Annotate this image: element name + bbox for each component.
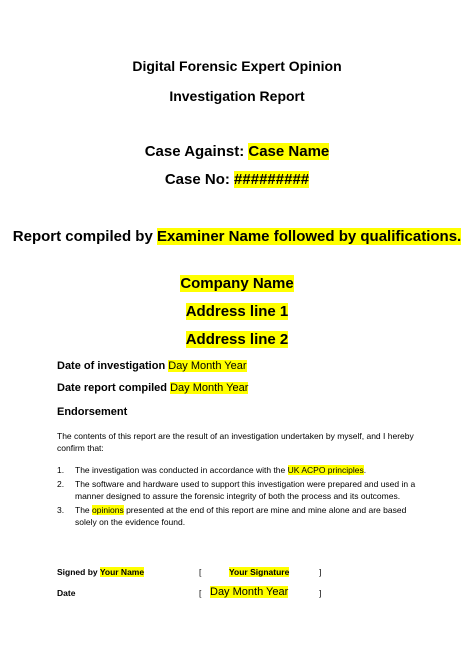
case-number: #########: [234, 171, 310, 188]
case-number-label: Case No:: [164, 171, 230, 188]
case-name: Case Name: [248, 143, 330, 160]
address-line-1: [0, 303, 474, 320]
company-name: Company Name: [180, 275, 294, 292]
report-subtitle: Investigation Report: [169, 88, 305, 104]
list-text-end: presented at the end of this report are mine and mine alone and are based solely on the evidence found.: [75, 505, 407, 527]
signature-field: Your Signature: [229, 567, 290, 577]
company-name-line: [0, 275, 474, 292]
compiled-date-line: [57, 382, 248, 394]
list-number: 1.: [57, 465, 65, 475]
list-text: The software and hardware used to support this investigation were prepared and used in a manner designed to assure the forensic integrity of both the process and its outcomes.: [75, 479, 416, 501]
case-number-line: [0, 171, 474, 188]
list-number: 2.: [57, 479, 65, 489]
signature-bracket-open: [: [199, 567, 202, 577]
date-label: Date: [57, 588, 76, 598]
endorsement-intro: The contents of this report are the result of an investigation undertaken by myself, and I hereby confirm that:: [57, 431, 414, 453]
list-text-end: .: [363, 465, 367, 475]
acpo-highlight: UK ACPO principles: [287, 465, 364, 475]
endorsement-heading: Endorsement: [57, 406, 128, 418]
list-text: The investigation was conducted in accordance with the: [75, 465, 286, 475]
list-item: [57, 504, 419, 528]
investigation-date-label: Date of investigation: [57, 360, 166, 372]
compiled-date-value: Day Month Year: [170, 382, 249, 394]
examiner-name: Examiner Name followed by qualifications.: [156, 228, 462, 245]
signer-name: Your Name: [99, 567, 145, 577]
address-1: Address line 1: [185, 303, 289, 320]
report-title: Digital Forensic Expert Opinion: [132, 58, 342, 74]
date-bracket-close: ]: [319, 588, 322, 598]
opinions-highlight: opinions: [92, 505, 124, 515]
compiled-by-block: [0, 227, 474, 246]
signed-by-text: Signed by: [57, 567, 98, 577]
case-against-label: Case Against:: [144, 143, 245, 160]
list-item: [57, 464, 419, 476]
list-text: The: [75, 505, 90, 515]
signed-by-label: [57, 567, 144, 577]
case-against-line: [0, 143, 474, 160]
signature-bracket-close: ]: [319, 567, 322, 577]
address-2: Address line 2: [185, 331, 289, 348]
address-line-2: [0, 331, 474, 348]
date-bracket-open: [: [199, 588, 202, 598]
compiled-by-label: Report compiled by: [12, 228, 153, 245]
endorsement-list: [57, 464, 419, 530]
list-number: 3.: [57, 505, 65, 515]
compiled-date-label: Date report compiled: [57, 382, 168, 394]
investigation-date-line: [57, 360, 247, 372]
date-field: Day Month Year: [210, 586, 289, 598]
list-item: [57, 478, 419, 502]
investigation-date-value: Day Month Year: [168, 360, 247, 372]
